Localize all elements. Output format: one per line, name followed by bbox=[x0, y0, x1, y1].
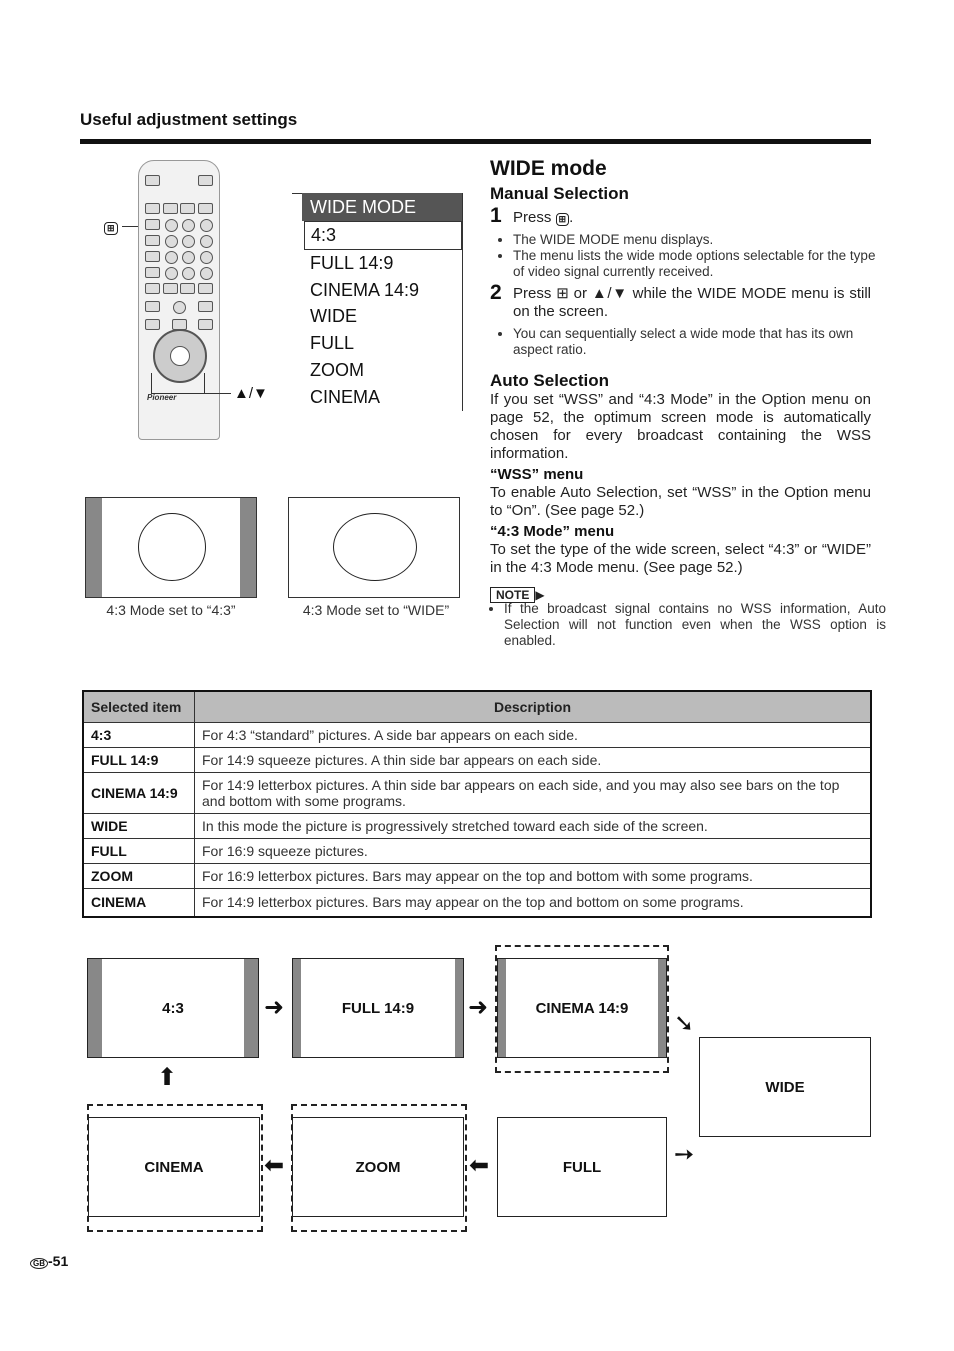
flow-box-full-14-9 bbox=[292, 958, 464, 1058]
header-rule bbox=[80, 139, 871, 144]
table-cell-item: WIDE bbox=[83, 814, 195, 839]
table-row bbox=[83, 773, 871, 814]
arrow-right-icon: ➜ bbox=[468, 994, 489, 1021]
flow-box-4-3 bbox=[87, 958, 259, 1058]
thumb-wide-caption: 4:3 Mode set to “WIDE” bbox=[302, 602, 450, 618]
menu-item-zoom[interactable]: ZOOM bbox=[310, 359, 364, 380]
step-1-bullets bbox=[497, 232, 888, 280]
list-item: • If the broadcast signal contains no WSS information, Auto Selection will not function even when the WSS option is enabled. bbox=[504, 601, 886, 649]
menu-item-cinema-14-9[interactable]: CINEMA 14:9 bbox=[310, 279, 420, 300]
menu-item-wide[interactable]: WIDE bbox=[310, 306, 357, 327]
page-number-text: -51 bbox=[48, 1253, 69, 1269]
menu-item-cinema[interactable]: CINEMA bbox=[310, 386, 381, 407]
flow-label: CINEMA bbox=[144, 1158, 204, 1176]
arrow-down-left-icon: ➙ bbox=[674, 1141, 695, 1168]
page-number bbox=[30, 1253, 68, 1269]
note-label: NOTE bbox=[490, 587, 535, 603]
wide-button-icon: ⊞ bbox=[556, 213, 570, 226]
table-cell-item: 4:3 bbox=[83, 723, 195, 748]
arrow-left-icon: ⬅ bbox=[264, 1152, 285, 1179]
flow-box-wide bbox=[699, 1037, 871, 1137]
table-cell-item: CINEMA bbox=[83, 889, 195, 917]
table-header-row bbox=[83, 691, 871, 723]
table-cell-item: ZOOM bbox=[83, 864, 195, 889]
table-row bbox=[83, 723, 871, 748]
bracket-line bbox=[151, 373, 205, 394]
flow-label: CINEMA 14:9 bbox=[535, 999, 629, 1017]
manual-selection-heading: Manual Selection bbox=[490, 184, 629, 203]
menu-item-4-3[interactable]: 4:3 bbox=[304, 221, 462, 250]
step-1-text: Press bbox=[513, 209, 552, 226]
table-header-description: Description bbox=[195, 691, 872, 723]
table-row bbox=[83, 864, 871, 889]
step-1-number: 1 bbox=[490, 204, 502, 227]
flow-box-cinema bbox=[88, 1117, 260, 1217]
list-item: • The menu lists the wide mode options selectable for the type of video signal currently received. bbox=[513, 248, 888, 280]
table-cell-item: CINEMA 14:9 bbox=[83, 773, 195, 814]
flow-label: FULL 14:9 bbox=[341, 999, 415, 1017]
table-row bbox=[83, 839, 871, 864]
table-cell-desc: For 4:3 “standard” pictures. A side bar appears on each side. bbox=[195, 723, 872, 748]
note-bullets bbox=[490, 601, 886, 649]
flow-label: FULL bbox=[562, 1158, 602, 1176]
page-title: WIDE mode bbox=[490, 157, 607, 180]
brand-logo: Pioneer bbox=[147, 393, 177, 402]
table-row bbox=[83, 814, 871, 839]
table-cell-desc: For 14:9 squeeze pictures. A thin side bar appears on each side. bbox=[195, 748, 872, 773]
wide-button-icon: ⊞ bbox=[104, 222, 118, 235]
menu-item-full-14-9[interactable]: FULL 14:9 bbox=[310, 252, 394, 273]
menu-item-full[interactable]: FULL bbox=[310, 333, 355, 354]
flow-label: 4:3 bbox=[162, 999, 184, 1017]
flow-box-zoom bbox=[292, 1117, 464, 1217]
arrow-up-icon: ⬆ bbox=[157, 1064, 178, 1091]
menu-title: WIDE MODE bbox=[302, 193, 462, 221]
list-item: • You can sequentially select a wide mode that has its own aspect ratio. bbox=[513, 326, 888, 358]
note-label-wrap: NOTE ▶ bbox=[490, 586, 545, 604]
table-header-selected-item: Selected item bbox=[83, 691, 195, 723]
wss-menu-heading: “WSS” menu bbox=[490, 466, 584, 483]
auto-selection-text: If you set “WSS” and “4:3 Mode” in the Option menu on page 52, the optimum screen mode is automatically chosen for every broadcast containing the WSS information. bbox=[490, 391, 871, 462]
arrow-down-right-icon: ➘ bbox=[674, 1010, 695, 1037]
flow-label: WIDE bbox=[765, 1078, 805, 1096]
table-cell-desc: For 14:9 letterbox pictures. Bars may appear on the top and bottom on some programs. bbox=[195, 889, 872, 917]
flow-label: ZOOM bbox=[355, 1158, 401, 1176]
thumb-4-3-caption: 4:3 Mode set to “4:3” bbox=[106, 602, 236, 618]
step-2-number: 2 bbox=[490, 281, 502, 304]
up-down-arrows-label: ▲/▼ bbox=[234, 385, 268, 402]
table-cell-item: FULL bbox=[83, 839, 195, 864]
step-2-text: Press ⊞ or ▲/▼ while the WIDE MODE menu is still on the screen. bbox=[513, 285, 871, 320]
region-badge: GB bbox=[30, 1258, 48, 1269]
thumb-wide bbox=[288, 497, 460, 598]
table-cell-desc: For 14:9 letterbox pictures. A thin side bar appears on each side, and you may also see bars on the top and bottom with some programs. bbox=[195, 773, 872, 814]
table-row bbox=[83, 748, 871, 773]
list-item: • The WIDE MODE menu displays. bbox=[513, 232, 888, 248]
mode-43-menu-heading: “4:3 Mode” menu bbox=[490, 523, 615, 540]
table-cell-desc: For 16:9 letterbox pictures. Bars may appear on the top and bottom with some programs. bbox=[195, 864, 872, 889]
step-1-line: Press ⊞ . bbox=[513, 209, 574, 226]
arrow-left-icon: ⬅ bbox=[469, 1152, 490, 1179]
arrow-callout-line bbox=[203, 393, 231, 394]
table-row bbox=[83, 889, 871, 917]
table-cell-desc: For 16:9 squeeze pictures. bbox=[195, 839, 872, 864]
wss-menu-text: To enable Auto Selection, set “WSS” in the Option menu to “On”. (See page 52.) bbox=[490, 484, 871, 519]
arrow-right-icon: ➜ bbox=[264, 994, 285, 1021]
table-cell-item: FULL 14:9 bbox=[83, 748, 195, 773]
thumb-4-3 bbox=[85, 497, 257, 598]
auto-selection-heading: Auto Selection bbox=[490, 371, 610, 390]
remote-control-illustration bbox=[138, 160, 220, 440]
wide-mode-table bbox=[82, 690, 872, 918]
flow-box-cinema-14-9 bbox=[497, 958, 667, 1058]
flow-box-full bbox=[497, 1117, 667, 1217]
section-title: Useful adjustment settings bbox=[80, 110, 298, 129]
wide-button-callout bbox=[104, 218, 118, 236]
table-cell-desc: In this mode the picture is progressively stretched toward each side of the screen. bbox=[195, 814, 872, 839]
mode-43-menu-text: To set the type of the wide screen, select “4:3” or “WIDE” in the 4:3 Mode menu. (See page 52.) bbox=[490, 541, 871, 576]
wide-mode-menu bbox=[302, 193, 463, 411]
step-2-bullets bbox=[497, 326, 888, 358]
